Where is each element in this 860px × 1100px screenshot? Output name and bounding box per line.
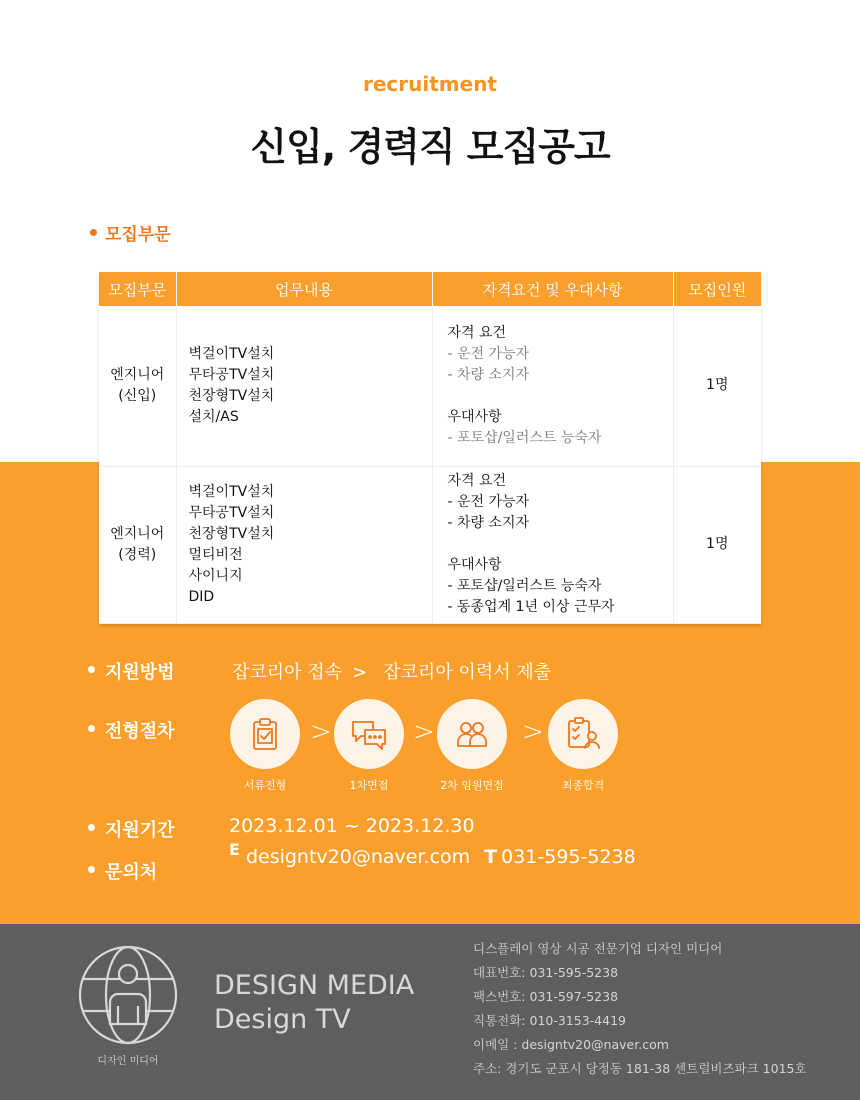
process-step-label: 서류전형: [243, 779, 287, 792]
clipboard-check-icon: [230, 699, 300, 769]
contact-heading: [88, 858, 157, 884]
process-step-label: 2차 임원면접: [440, 779, 504, 792]
page-subtitle: recruitment: [362, 72, 497, 96]
apply-step-1: 잡코리아 접속: [232, 662, 343, 683]
table-header-row: [99, 272, 761, 306]
task-item: 멀티비전: [188, 546, 243, 563]
task-item: 천장형TV설치: [188, 525, 275, 542]
preference-item: - 포토샵/일러스트 능숙자: [447, 578, 602, 594]
bullet-dot: [90, 229, 97, 236]
company-info: [473, 940, 807, 1084]
brand-name: DESIGN MEDIA: [214, 970, 415, 1001]
preference-item: - 포토샵/일러스트 능숙자: [447, 429, 602, 446]
dept-type: (신입): [118, 387, 157, 404]
contact-value: [229, 840, 636, 868]
globe-person-logo-icon: [77, 944, 179, 1046]
brand-subname: Design TV: [214, 1004, 351, 1035]
task-item: 무타공TV설치: [188, 504, 275, 521]
qualification-item: - 차량 소지자: [447, 366, 530, 383]
apply-method-value: [232, 658, 551, 684]
task-item: 설치/AS: [188, 408, 239, 425]
tasks-cell: [176, 306, 432, 466]
table-header-qualifications: 자격요건 및 우대사항: [432, 272, 673, 306]
page-title: 신입, 경력직 모집공고: [250, 125, 610, 169]
period-value: 2023.12.01 ~ 2023.12.30: [229, 815, 475, 837]
chat-bubbles-icon: [334, 699, 404, 769]
preference-title: 우대사항: [447, 557, 502, 573]
qualification-item: - 운전 가능자: [447, 345, 530, 362]
contact-label: 문의처: [105, 862, 158, 883]
section-heading-label: 모집부문: [105, 225, 171, 245]
tasks-cell: [176, 466, 432, 623]
company-info-line: 직통전화: 010-3153-4419: [473, 1013, 626, 1028]
task-item: 벽걸이TV설치: [188, 483, 275, 500]
section-heading: [90, 220, 171, 245]
company-info-line: 주소: 경기도 군포시 당정동 181-38 센트럴비즈파크 1015호: [473, 1061, 807, 1076]
qualification-item: - 운전 가능자: [447, 494, 530, 510]
dept-cell: [99, 466, 176, 623]
process-step-label: 1차면접: [349, 779, 389, 792]
people-icon: [437, 699, 507, 769]
process-heading: [88, 717, 175, 743]
logo-caption: 디자인 미디어: [97, 1056, 159, 1067]
dept-type: (경력): [118, 546, 157, 563]
contact-email[interactable]: designtv20@naver.com: [245, 846, 471, 868]
email-prefix: E: [229, 840, 240, 859]
table-header-count: 모집인원: [673, 272, 761, 306]
apply-arrow: >: [352, 662, 368, 683]
apply-method-label: 지원방법: [105, 662, 175, 683]
process-step-label: 최종합격: [561, 779, 605, 792]
apply-step-2: 잡코리아 이력서 제출: [383, 662, 552, 683]
period-label: 지원기간: [105, 820, 175, 841]
qualification-item: - 차량 소지자: [447, 515, 530, 531]
dept-cell: [99, 306, 176, 466]
apply-method-heading: [88, 658, 175, 684]
dept-name: 엔지니어: [110, 525, 165, 542]
period-heading: [88, 816, 175, 842]
task-item: 무타공TV설치: [188, 366, 275, 383]
process-step-final: [548, 699, 618, 793]
qualification-title: 자격 요건: [447, 473, 507, 489]
process-step-interview-2: [437, 699, 507, 793]
company-info-line: 팩스번호: 031-597-5238: [473, 989, 619, 1004]
bullet-dot: [88, 666, 95, 673]
bullet-dot: [88, 824, 95, 831]
qualifications-cell: [432, 466, 673, 623]
task-item: 벽걸이TV설치: [188, 345, 275, 362]
task-item: 천장형TV설치: [188, 387, 275, 404]
qualifications-cell: [432, 306, 673, 466]
table-header-tasks: 업무내용: [176, 272, 432, 306]
qualification-title: 자격 요건: [447, 324, 507, 341]
count-cell: 1명: [673, 466, 761, 623]
process-step-document: [230, 699, 300, 793]
contact-tel[interactable]: 031-595-5238: [501, 846, 636, 868]
preference-title: 우대사항: [447, 408, 502, 425]
table-row: [99, 306, 761, 466]
company-info-line: 대표번호: 031-595-5238: [473, 965, 619, 980]
company-info-line: 디스플레이 영상 시공 전문기업 디자인 미디어: [473, 941, 723, 956]
bullet-dot: [88, 866, 95, 873]
chevron-right-icon: >: [413, 717, 435, 747]
process-label: 전형절차: [105, 721, 175, 742]
dept-name: 엔지니어: [110, 366, 165, 383]
task-item: DID: [188, 588, 215, 605]
table-row: [99, 466, 761, 623]
process-step-interview-1: [334, 699, 404, 793]
count-cell: 1명: [673, 306, 761, 466]
table-header-dept: 모집부문: [99, 272, 176, 306]
bullet-dot: [88, 725, 95, 732]
company-info-line: 이메일 : designtv20@naver.com: [473, 1037, 669, 1052]
chevron-right-icon: >: [522, 717, 544, 747]
recruitment-table: [99, 272, 761, 624]
tel-prefix: T: [484, 846, 498, 868]
checklist-person-icon: [548, 699, 618, 769]
preference-item: - 동종업계 1년 이상 근무자: [447, 599, 615, 615]
chevron-right-icon: >: [310, 717, 332, 747]
task-item: 사이니지: [188, 567, 243, 584]
